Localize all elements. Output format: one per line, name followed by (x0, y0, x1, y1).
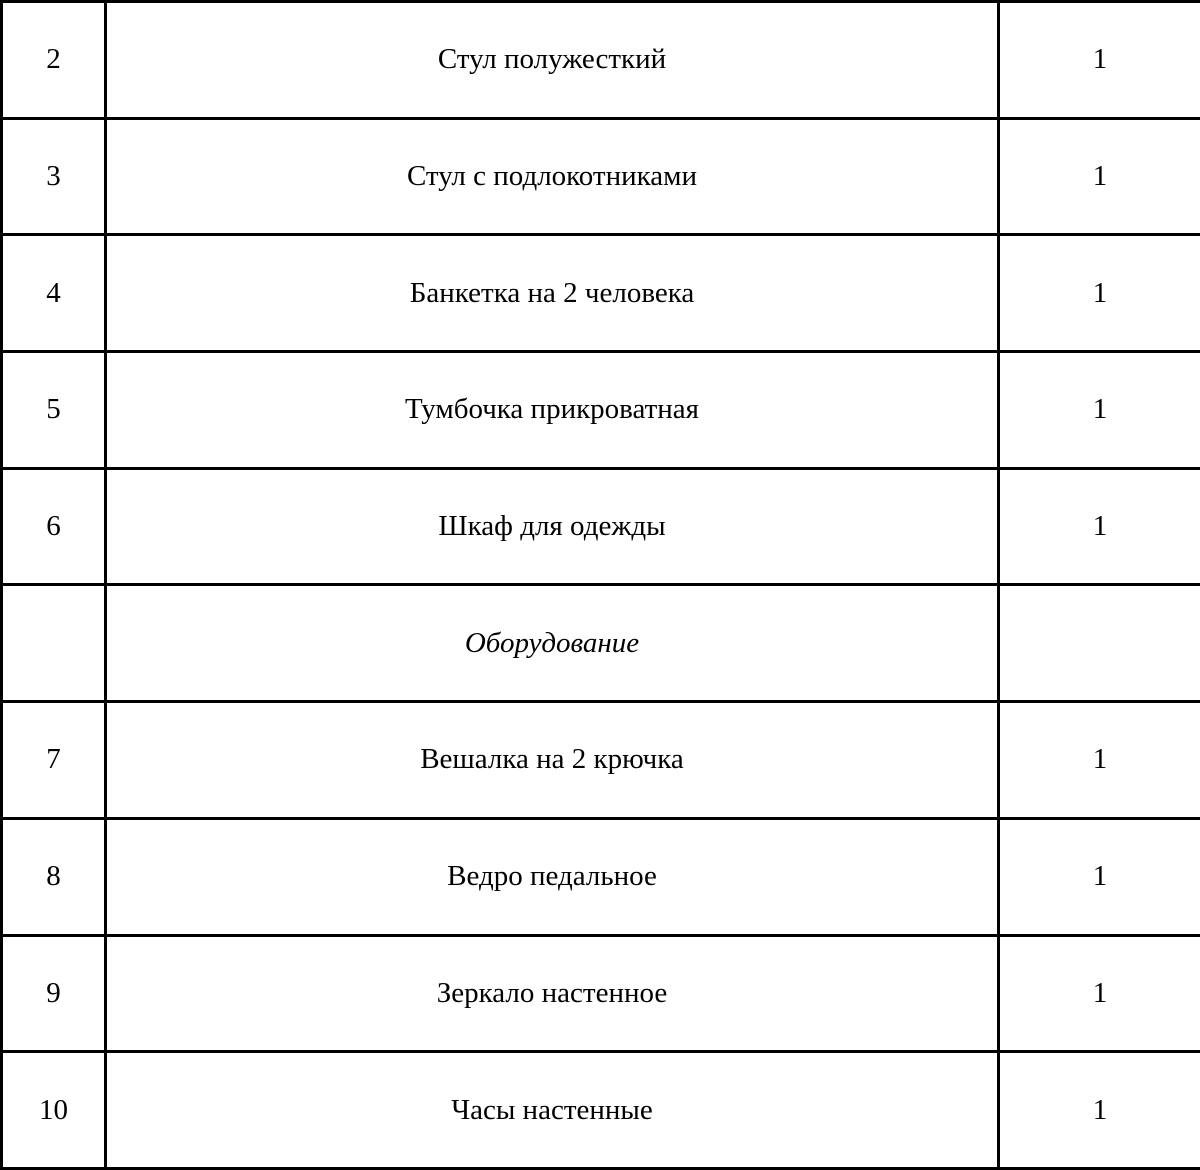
section-row (2, 585, 1200, 702)
row-number: 4 (2, 235, 106, 352)
item-name: Банкетка на 2 человека (106, 235, 999, 352)
row-number: 3 (2, 118, 106, 235)
item-name: Шкаф для одежды (106, 468, 999, 585)
row-number (2, 585, 106, 702)
row-number: 6 (2, 468, 106, 585)
item-quantity: 1 (999, 468, 1200, 585)
item-name: Ведро педальное (106, 818, 999, 935)
row-number: 9 (2, 935, 106, 1052)
table-row (2, 118, 1200, 235)
row-number: 5 (2, 352, 106, 469)
table-row (2, 818, 1200, 935)
table-row (2, 2, 1200, 119)
item-quantity: 1 (999, 818, 1200, 935)
row-number: 10 (2, 1052, 106, 1169)
table-row (2, 468, 1200, 585)
item-name: Стул с подлокотниками (106, 118, 999, 235)
section-title: Оборудование (106, 585, 999, 702)
item-name: Вешалка на 2 крючка (106, 702, 999, 819)
table-row (2, 702, 1200, 819)
table-row (2, 935, 1200, 1052)
item-name: Часы настенные (106, 1052, 999, 1169)
row-number: 8 (2, 818, 106, 935)
row-number: 2 (2, 2, 106, 119)
item-quantity: 1 (999, 702, 1200, 819)
item-quantity: 1 (999, 1052, 1200, 1169)
item-name: Зеркало настенное (106, 935, 999, 1052)
item-quantity: 1 (999, 235, 1200, 352)
item-name: Тумбочка прикроватная (106, 352, 999, 469)
item-name: Стул полужесткий (106, 2, 999, 119)
item-quantity: 1 (999, 2, 1200, 119)
table-row (2, 352, 1200, 469)
item-quantity: 1 (999, 352, 1200, 469)
item-quantity: 1 (999, 935, 1200, 1052)
item-quantity: 1 (999, 118, 1200, 235)
item-quantity (999, 585, 1200, 702)
table-row (2, 235, 1200, 352)
table-row (2, 1052, 1200, 1169)
row-number: 7 (2, 702, 106, 819)
